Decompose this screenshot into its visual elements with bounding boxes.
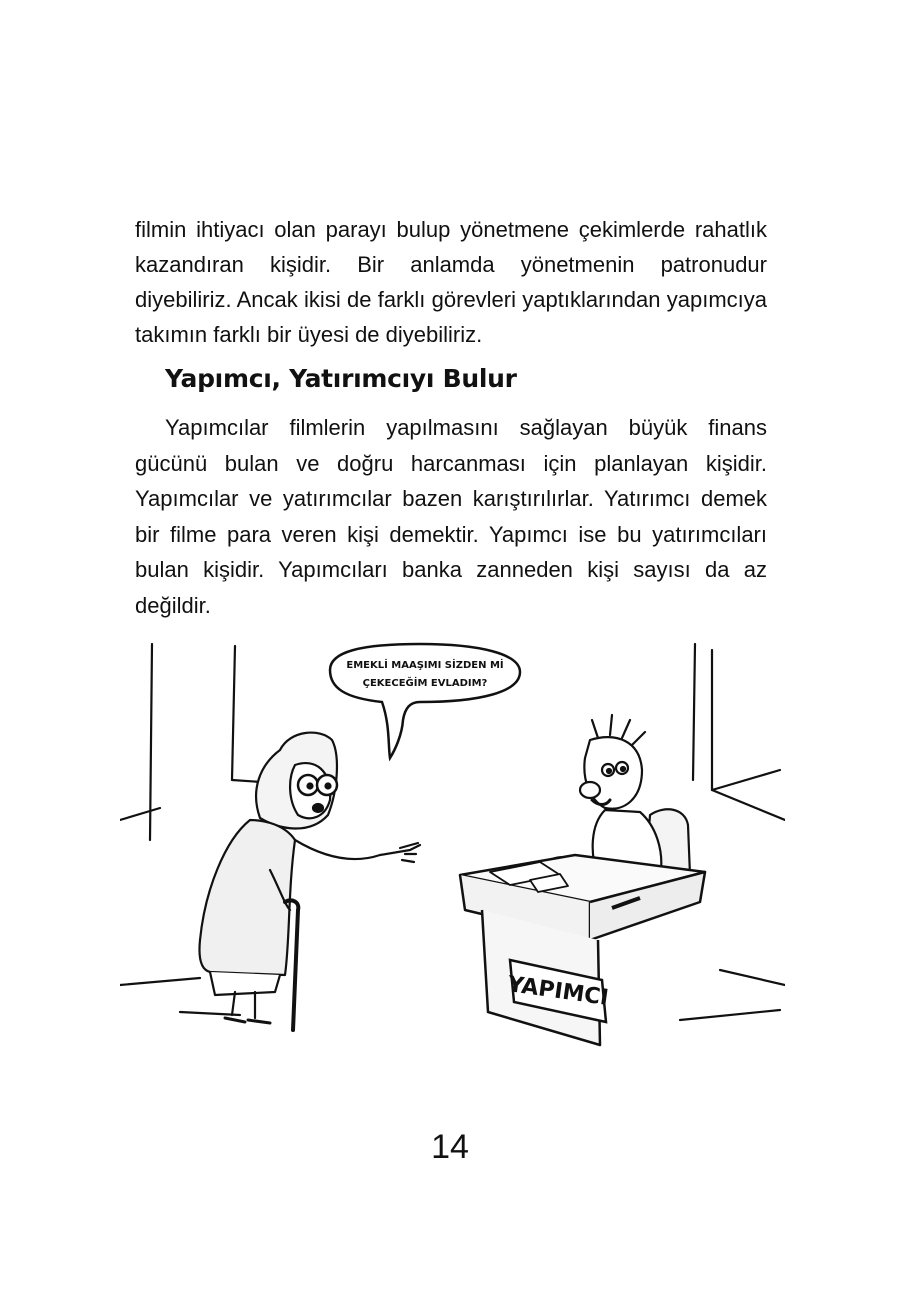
body-paragraph-2: Yapımcılar filmlerin yapılmasını sağlayan büyük finans gücünü bulan ve doğru harcanması için planlayan kişidir. Yapımcılar ve yatırımcılar bazen karıştırılırlar. Yatırımcı demek bir filme para veren kişi demektir. Yapımcı ise bu yatırımcıları bulan kişidir. Yapımcıları banka zanneden kişi sayısı da az değildir. — [135, 415, 767, 618]
speech-bubble-line-2: ÇEKECEĞİM EVLADIM? — [362, 678, 488, 689]
speech-bubble — [330, 644, 520, 758]
page-number: 14 — [431, 1128, 469, 1166]
section-heading: Yapımcı, Yatırımcıyı Bulur — [165, 364, 517, 393]
speech-bubble-line-1: EMEKLİ MAAŞIMI SİZDEN Mİ — [346, 660, 504, 671]
cartoon-illustration — [120, 640, 785, 1060]
body-paragraph-1: filmin ihtiyacı olan parayı bulup yönetmene çekimlerde rahatlık kazandıran kişidir. Bir anlamda yönetmenin patronudur diyebiliriz. Ancak ikisi de farklı görevleri yaptıklarından yapımcıya takımın farklı bir üyesi de diyebiliriz. — [135, 217, 767, 347]
wall-edge-right — [693, 644, 695, 780]
desk-sign-label: YAPIMCI — [506, 972, 611, 1011]
